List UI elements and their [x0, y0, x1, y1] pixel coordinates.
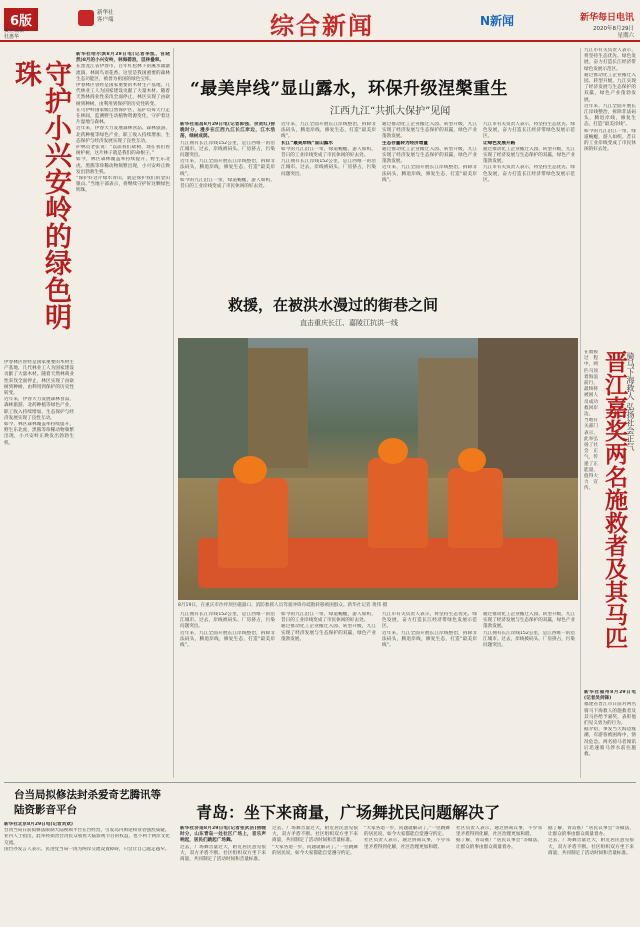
bottom-left-title: 台当局拟修法封杀爱奇艺腾讯等陆资影音平台	[14, 789, 161, 816]
photo-story-paragraph: 近年来，九江全面开展长江岸线整治，拆除非法码头，腾退岸线，修复生态，打造“最美岸线”。	[180, 630, 275, 649]
left-paragraph: 护林员老张说：“以前我们砍树，现在我们看树护树，这片林子就是我们的命根子。”	[76, 145, 170, 157]
main-paragraph: 九江拥有长江岸线152公里，是江西唯一的沿江城市。过去，岸线被码头、厂房挤占，污染问题突出。	[180, 140, 275, 159]
editor-label: 责任编辑	[4, 28, 25, 34]
paper-name: 新华每日电讯	[579, 13, 634, 23]
weekday-line: 星期六	[617, 33, 634, 39]
app-logo-line: 客户端	[97, 17, 114, 23]
bottom-main-paragraph: “大家各退一步，问题就解决了。”一位跳舞的居民说，如今大家都能自觉遵守约定。	[272, 844, 358, 856]
bottom-left-body	[4, 822, 170, 922]
photo-story-paragraph: 通过推动化工企业搬迁入园、转型升级，九江实现了经济发展与生态保护的双赢，绿色产业蓬勃发展。	[483, 612, 575, 630]
section-title: 综合新闻	[270, 11, 374, 40]
right-article-body	[584, 690, 636, 782]
photo-story-paragraph: 近年来，九江全面开展长江岸线整治，拆除非法码头，腾退岸线，修复生态，打造“最美岸线”。	[382, 630, 477, 649]
main-paragraph: 九江拥有长江岸线152公里，是江西唯一的沿江城市。过去，岸线被码头、厂房挤占，污染问题突出。	[281, 159, 376, 177]
bottom-main-paragraph: “大家各退一步，问题就解决了。”一位跳舞的居民说，如今大家都能自觉遵守约定。	[364, 826, 450, 838]
bottom-main-paragraph: 社区负责人表示，通过协商议事，不少邻里矛盾得到化解，社区治理更加和谐。	[456, 826, 542, 838]
flood-rescue-photo	[178, 338, 578, 600]
main-subhead: 让绿色发展开路	[483, 140, 516, 146]
right-article-body-narrow	[584, 350, 598, 680]
main-paragraph: 如今的九江沿江一带，绿道蜿蜒，游人如织，昔日的工业岸线变成了市民休闲的好去处。	[281, 146, 376, 159]
left-paragraph: 如今，林区森林覆盖率持续提升，野生东北虎、黑熊等珍稀动物频繁出现，小兴安岭正焕发出勃勃生机。	[76, 157, 170, 175]
right-byline: 新华社福州8月29日电(记者吴剑锋)	[584, 690, 636, 702]
left-article-body-2	[4, 360, 74, 600]
bottom-main-paragraph: 过去，广场舞音量过大，附近居民意见很大，双方矛盾不断。社区组织双方坐下来商量，共同制定了活动时间和音量标准。	[180, 844, 266, 863]
right-column-top	[584, 48, 636, 338]
main-article-title: “最美岸线”显山露水，环保升级涅槃重生	[190, 79, 509, 99]
right-paragraph: 通过推动化工企业搬迁入园、转型升级，九江实现了经济发展与生态保护的双赢，绿色产业蓬勃发展。	[584, 72, 636, 103]
main-paragraph: 通过推动化工企业搬迁入园、转型升级，九江实现了经济发展与生态保护的双赢，绿色产业蓬勃发展。	[382, 122, 477, 140]
bottom-left-byline: 新华社北京8月29日电(记者刘欢)	[4, 822, 73, 827]
main-subhead: 长江“最美岸线”显山露水	[281, 140, 333, 146]
bottom-left-paragraph: 国台办发言人表示，民进党当局一再为两岸交流设置障碍，只会让自己越走越窄。	[4, 846, 170, 852]
bottom-main-title: 青岛：坐下来商量，广场舞扰民问题解决了	[196, 803, 501, 822]
app-logo-text[interactable]	[97, 10, 114, 24]
editor-name: 杜惠华	[4, 34, 20, 40]
photo-story-paragraph: 九江市有关负责人表示，将坚持生态优先、绿色发展，奋力打造长江经济带绿色发展示范区。	[382, 612, 477, 630]
photo-story-title: 救援，在被洪水漫过的街巷之间	[228, 296, 439, 314]
main-paragraph: 如今的九江沿江一带，绿道蜿蜒，游人如织，昔日的工业岸线变成了市民休闲的好去处。	[180, 177, 275, 190]
page-number: 6版	[4, 8, 38, 31]
masthead	[0, 0, 640, 42]
left-paragraph: 如今，林区森林覆盖率持续提升，野生东北虎、黑熊等珍稀动物频繁出现，小兴安岭正焕发出勃勃生机。	[4, 422, 74, 446]
right-paragraph: 如今的九江沿江一带，绿道蜿蜒，游人如织，昔日的工业岸线变成了市民休闲的好去处。	[584, 128, 636, 153]
main-paragraph: 九江市有关负责人表示，将坚持生态优先、绿色发展，奋力打造长江经济带绿色发展示范区。	[483, 122, 575, 140]
main-column	[483, 122, 575, 322]
date-line: 2020年8月29日	[593, 26, 634, 32]
bottom-main-paragraph: 据了解，青岛推广“居民议事会”等做法，让群众的事由群众商量着办。	[548, 826, 634, 838]
bottom-main-paragraph: 社区负责人表示，通过协商议事，不少邻里矛盾得到化解，社区治理更加和谐。	[364, 838, 450, 850]
bottom-divider	[4, 782, 636, 783]
net-logo: N新闻	[480, 14, 515, 28]
photo-caption: 8月19日，在重庆市沙坪坝区磁器口，消防救援人员驾驶冲锋舟疏散转移被困群众。新华社记者 黄伟 摄	[178, 603, 388, 608]
right-article-kicker: 骑马下海救人 弘扬社会正气	[626, 352, 635, 451]
editors	[4, 28, 24, 40]
main-paragraph: 近年来，九江全面开展长江岸线整治，拆除非法码头，腾退岸线，修复生态，打造“最美岸线”。	[382, 165, 477, 183]
right-article-title: 晋江嘉奖两名施救者及其马匹	[601, 350, 628, 649]
main-paragraph: 近年来，九江全面开展长江岸线整治，拆除非法码头，腾退岸线，修复生态，打造“最美岸线”。	[180, 159, 275, 177]
main-paragraph: 通过推动化工企业搬迁入园、转型升级，九江实现了经济发展与生态保护的双赢，绿色产业蓬勃发展。	[382, 146, 477, 165]
main-subhead: 生态存量转为经济增量	[382, 140, 428, 146]
bottom-main-paragraph: 过去，广场舞音量过大，附近居民意见很大，双方矛盾不断。社区组织双方坐下来商量，共同制定了活动时间和音量标准。	[548, 838, 634, 856]
app-logo-icon[interactable]	[78, 10, 94, 26]
left-paragraph: 伊春林区曾经是国家重要的木材生产基地，几代林业工人为国家建设贡献了大量木材。随着天然林商业性采伐全面停止，林区实现了由砍树到种树、由利用到保护的历史性转变。	[76, 83, 170, 107]
photo-story-paragraph: 九江拥有长江岸线152公里，是江西唯一的沿江城市。过去，岸线被码头、厂房挤占，污染问题突出。	[180, 612, 275, 630]
right-paragraph: 九江市有关负责人表示，将坚持生态优先、绿色发展，奋力打造长江经济带绿色发展示范区。	[584, 48, 636, 72]
column-divider	[173, 48, 174, 778]
main-byline: 新华社南昌8月29日电(记者郭强、余贤红)傍晚时分，漫步在江西九江长江岸边，江水浩荡，绿树成荫。	[180, 122, 275, 140]
main-column	[180, 122, 275, 322]
main-article-columns	[180, 122, 575, 322]
photo-story-paragraph: 如今的九江沿江一带，绿道蜿蜒，游人如织，昔日的工业岸线变成了市民休闲的好去处。	[281, 612, 376, 624]
bottom-main-paragraph: 过去，广场舞音量过大，附近居民意见很大，双方矛盾不断。社区组织双方坐下来商量，共同制定了活动时间和音量标准。	[272, 826, 358, 844]
bottom-main-paragraph: 据了解，青岛推广“居民议事会”等做法，让群众的事由群众商量着办。	[456, 838, 542, 850]
left-paragraph: 在乌伊岭国家级自然保护区，巡护员每天行走在林间，监测野生动植物资源变化，守护着这片湿地与森林。	[76, 107, 170, 126]
left-paragraph: “保护好这片绿水青山，就是保护我们的金山银山。”当地干部表示，将继续守护好这颗绿色明珠。	[76, 176, 170, 194]
bottom-main-body	[180, 826, 636, 922]
photo-story-paragraph: 九江拥有长江岸线152公里，是江西唯一的沿江城市。过去，岸线被码头、厂房挤占，污染问题突出。	[483, 630, 575, 649]
left-article-title: 守护小兴安岭的绿色明珠	[10, 60, 71, 330]
right-paragraph: 近年来，九江全面开展长江岸线整治，拆除非法码头，腾退岸线，修复生态，打造“最美岸线”。	[584, 103, 636, 128]
app-logo-line: 新华社	[97, 10, 114, 16]
left-article-body	[76, 52, 170, 602]
bottom-left-paragraph: 台湾当局日前拟修法限制大陆视频平台在台经营，引发岛内舆论和业者强烈质疑。	[4, 828, 170, 834]
right-paragraph: 据介绍，事发当天海边涨潮，有游客被困海中，情况危急。两名骑马者闻讯后迅速骑马涉水前往施救。	[584, 727, 636, 758]
photo-story-paragraph: 通过推动化工企业搬迁入园、转型升级，九江实现了经济发展与生态保护的双赢，绿色产业蓬勃发展。	[281, 624, 376, 642]
left-paragraph: 近年来，伊春大力发展森林食品、森林旅游、北药种植等绿色产业，职工收入持续增加，生态保护与经济发展实现了良性互动。	[4, 397, 74, 421]
main-paragraph: 通过推动化工企业搬迁入园、转型升级，九江实现了经济发展与生态保护的双赢，绿色产业蓬勃发展。	[483, 146, 575, 165]
right-paragraph: 福建省晋江市日前对两名骑马下海救人的施救者及其马匹给予嘉奖，表彰他们见义勇为的行为。	[584, 702, 636, 727]
left-paragraph: 伊春林区曾经是国家重要的木材生产基地，几代林业工人为国家建设贡献了大量木材。随着天然林商业性采伐全面停止，林区实现了由砍树到种树、由利用到保护的历史性转变。	[4, 360, 74, 397]
right-paragraph: 在救援过程中，两匹马顶着海浪前行，最终将被困人员成功救回岸边。	[584, 350, 598, 418]
left-paragraph: 近年来，伊春大力发展森林食品、森林旅游、北药种植等绿色产业，职工收入持续增加，生态保护与经济发展实现了良性互动。	[76, 126, 170, 144]
main-article-subtitle: 江西九江“共抓大保护”见闻	[330, 106, 451, 117]
main-paragraph: 九江市有关负责人表示，将坚持生态优先、绿色发展，奋力打造长江经济带绿色发展示范区。	[483, 165, 575, 183]
main-column	[281, 122, 376, 322]
left-byline: 新华社哈尔滨8月29日电(记者李凯、宫晓然)8月的小兴安岭，林海碧浪，层林叠翠。	[76, 52, 170, 64]
left-paragraph: 在黑龙江省伊春市，百年红松林下的溪水潺潺流淌，林间鸟语花香。这里是我国重要的森林生态功能区，被誉为祖国的绿色宝库。	[76, 64, 170, 82]
bottom-main-byline: 新华社济南8月29日电(记者张武岳)傍晚时分，山东青岛一处社区广场上，音乐声响起，居民们跳起广场舞。	[180, 826, 266, 844]
photo-story-body	[180, 612, 575, 777]
photo-story-subtitle: 直击重庆长江、嘉陵江抗洪一线	[300, 319, 398, 327]
right-paragraph: 当地有关部门表示，此举弘扬了社会正气，传递了正能量，值得大力宣传。	[584, 418, 598, 492]
bottom-left-paragraph: 业内人士指出，此举将损害台湾民众收看大陆影视节目的权益，也不利于两岸文化交流。	[4, 834, 170, 846]
issue-date	[593, 26, 634, 40]
main-paragraph: 近年来，九江全面开展长江岸线整治，拆除非法码头，腾退岸线，修复生态，打造“最美岸线”。	[281, 122, 376, 140]
column-divider	[580, 48, 581, 778]
main-column	[382, 122, 477, 322]
